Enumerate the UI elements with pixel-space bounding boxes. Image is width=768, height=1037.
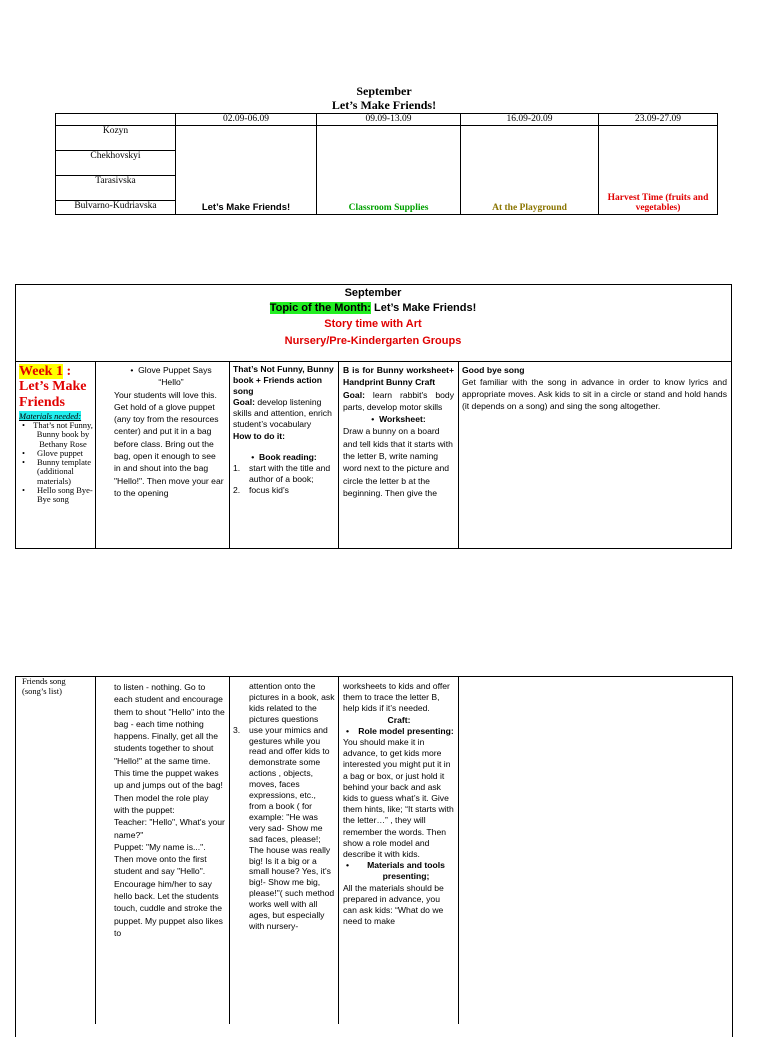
story-topic — [16, 300, 730, 316]
worksheet-text: Draw a bunny on a board and tell kids that it starts with the letter B, write naming word next to the picture and circle the letter b at the beginning. Then give the — [343, 426, 453, 498]
book-goal: Goal: develop listening skills and attention, enrich student’s vocabulary — [233, 397, 332, 430]
bunny-cont-text: worksheets to kids and offer them to trace the letter B, help kids if it’s needed. — [343, 681, 450, 714]
row-divider — [15, 361, 731, 362]
schedule-title — [0, 84, 768, 112]
glove-continued — [114, 681, 226, 1024]
week-topic-4: Harvest Time (fruits and vegetables) — [599, 126, 718, 215]
list-item: 3. use your mimics and gestures while you read and offer kids to demonstrate some actions , objects, moves, faces expressions, etc., from a book ( for example: "He was very sad- Show me sad faces, please!; The house was really big! Is it a big or a small house? Yes, it's big!- Show me big, please!"( such method works well with all ages, but especially with nursery- — [233, 724, 335, 931]
glove-text: Your students will love this. Get hold of a glove puppet (any toy from the resources center) and put it in a bag before class. Bring out the bag, open it enough to see in and shout into the bag "Hello!". Then move your ear to the opening — [114, 389, 224, 498]
book-how: How to do it: — [233, 430, 286, 441]
week-title: Let’s Make Friends — [19, 379, 87, 410]
glove-dialog-3: Then move onto the first student and say "Hello". Encourage him/her to say hello back. Let the students touch, cuddle and stroke the puppet. My puppet also likes to — [114, 854, 223, 938]
week-label: Week 1 — [19, 364, 63, 379]
week-date-2: 09.09-13.09 — [317, 114, 461, 126]
role-text: You should make it in advance, to get kids more interested you might put it in a bag or box, or just hold it behind your back and ask kids to guess what’s it. Give them hints, like; “It starts with the letter…” , they will remember the words. Then show a role model and describe it with kids. — [343, 737, 454, 860]
bunny-goal: Goal: learn rabbit's body parts, develop motor skills — [343, 389, 454, 412]
teacher-name: Bulvarno-Kudriavska — [56, 201, 176, 215]
schedule-header-row — [56, 114, 718, 126]
list-item: • Hello song Bye-Bye song — [19, 486, 95, 505]
book-title: That’s Not Funny, Bunny book + Friends action song — [233, 364, 334, 397]
goodbye-text: Get familiar with the song in advance in order to know lyrics and appropriate moves. Ask kids to sit in a circle or stand and hold hands (it depends on a song) and sing the song altogether. — [462, 377, 727, 412]
schedule-corner-cell — [56, 114, 176, 126]
week-date-4: 23.09-27.09 — [599, 114, 718, 126]
bunny-cell — [343, 364, 454, 546]
story-groups: Nursery/Pre-Kindergarten Groups — [284, 335, 462, 347]
week-topic-2: Classroom Supplies — [317, 126, 461, 215]
book-steps — [233, 463, 335, 496]
materials-tools-list — [343, 860, 455, 882]
goodbye-title: Good bye song — [462, 365, 525, 375]
materials-label: Materials needed: — [19, 411, 82, 421]
glove-title: • Glove Puppet Says “Hello” — [130, 365, 212, 388]
worksheet-label: • Worksheet: — [371, 414, 426, 425]
craft-label: Craft: — [387, 714, 411, 725]
schedule-month: September — [356, 84, 412, 98]
list-item: • Role model presenting: — [343, 726, 455, 737]
column-divider — [229, 676, 230, 1024]
column-divider — [95, 361, 96, 548]
teacher-name: Chekhovskyi — [56, 151, 176, 176]
column-divider — [338, 361, 339, 548]
column-divider — [458, 676, 459, 1024]
list-item: • That’s not Funny, Bunny book by Bethany Rose — [19, 421, 95, 449]
role-list — [343, 726, 455, 737]
book-step2-cont: attention onto the pictures in a book, ask kids related to the pictures questions — [249, 681, 335, 724]
glove-dialog-2: Puppet: "My name is...". — [114, 841, 206, 852]
teacher-name: Kozyn — [56, 126, 176, 151]
week-date-3: 16.09-20.09 — [461, 114, 599, 126]
week-topic-3: At the Playground — [461, 126, 599, 215]
topic-label: Topic of the Month: — [269, 302, 371, 314]
list-item: • Bunny template (additional materials) — [19, 458, 95, 486]
book-reading-label: • Book reading: — [251, 451, 317, 462]
column-divider — [95, 676, 96, 1024]
week-cell — [19, 364, 95, 546]
topic-value: Let’s Make Friends! — [370, 302, 477, 314]
column-divider — [338, 676, 339, 1024]
list-item: 2. focus kid’s — [233, 484, 289, 495]
list-item: • Glove puppet — [19, 449, 95, 458]
bunny-continued — [343, 681, 455, 1024]
materials-tools-text: All the materials should be prepared in advance, you can ask kids: “What do we need to make — [343, 882, 444, 927]
glove-puppet-cell — [114, 364, 224, 546]
week-colon: : — [62, 364, 72, 379]
book-steps-continued — [233, 725, 335, 932]
book-continued — [233, 681, 335, 1024]
story-subtitle: Story time with Art — [324, 318, 422, 330]
materials-continued: Friends song (song’s list) — [22, 677, 66, 696]
week-topic-1: Let’s Make Friends! — [176, 126, 317, 215]
glove-dialog-1: Teacher: "Hello", What's your name?" — [114, 817, 225, 840]
list-item: • Materials and tools presenting; — [343, 860, 455, 882]
story-table-header — [16, 286, 730, 350]
column-divider — [458, 361, 459, 548]
week-date-1: 02.09-06.09 — [176, 114, 317, 126]
schedule-topic: Let’s Make Friends! — [331, 98, 437, 112]
materials-list — [19, 421, 95, 505]
schedule-table — [55, 113, 718, 215]
bunny-title: B is for Bunny worksheet+ Handprint Bunny Craft — [343, 365, 454, 388]
teacher-name: Tarasivska — [56, 176, 176, 201]
story-month: September — [344, 287, 402, 299]
list-item: 1. start with the title and author of a book; — [233, 462, 331, 484]
goodbye-cell — [462, 364, 727, 546]
glove-cont-text: to listen - nothing. Go to each student and encourage them to shout "Hello" into the bag - each time nothing happens. Finally, get all the students together to shout "Hello!" at the same time. This time the puppet wakes up and jumps out of the bag! Then model the role play with the puppet: — [114, 682, 225, 815]
book-cell — [233, 364, 335, 546]
column-divider — [229, 361, 230, 548]
